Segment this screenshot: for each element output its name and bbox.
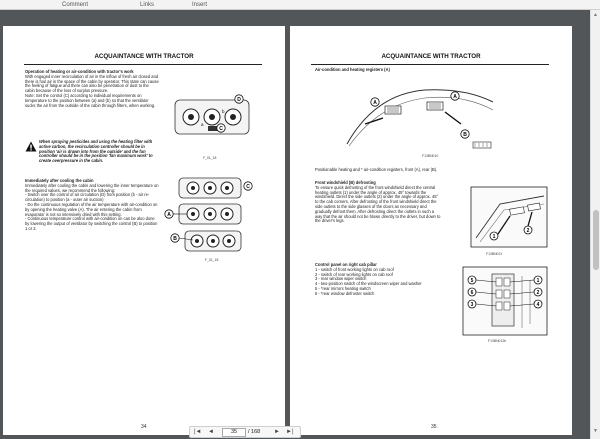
registers-description: Positionable heating and * air-condition registers, front (A), rear (B).: [315, 167, 438, 172]
registers-heading: [315, 68, 515, 73]
bullet-2: - Do the continuous regulation of the air temperature with air-condition on by opening the heating valve (A). The air entering the cabin from evaporator is not so intensively dried with this setting.: [25, 201, 158, 217]
label-2: 2: [526, 227, 530, 234]
panel-item-4: 4 - two-position switch of the windscreen wiper and washer: [315, 281, 422, 287]
figure-control-panel: [462, 266, 548, 336]
page-34: [3, 26, 285, 435]
figure-controls-2: [163, 176, 255, 256]
label-a: A: [167, 211, 171, 218]
label-b: B: [173, 235, 177, 242]
page-number: 35: [431, 424, 437, 430]
title-rule: [311, 64, 549, 65]
scroll-thumb[interactable]: [593, 210, 599, 270]
warning-icon: [25, 141, 37, 152]
next-page-button[interactable]: ►: [274, 429, 280, 435]
label-b: b: [222, 109, 225, 114]
warning-text: [39, 140, 159, 164]
scroll-down-icon[interactable]: ▼: [593, 428, 598, 434]
label-a: A: [373, 99, 377, 106]
label-6: 6: [470, 289, 474, 296]
page-total: / 168: [248, 429, 261, 435]
label-3: 3: [470, 301, 474, 308]
label-2: 2: [536, 289, 540, 296]
section-heading: Air-condition and heating registers (A): [315, 67, 390, 72]
menu-bar: [0, 0, 600, 10]
section-body: To ensure quick defrosting of the front windshield direct the central heating outlets (1) under the angle of approx. 45° towards the windshield. Direct the side outlets (2) under the angle of approx. 45° to the cab corners. After defrosting of the front windshield direct the side outlets to the side glasses of the doors as necessary and gradually defrost them. After defrosting direct the outlets in such a way that the air should not be blown directly to the driver, but down to the driver's legs.: [315, 184, 441, 224]
section-after-cooling: [25, 179, 159, 232]
section-note: Note: Set the control (C) according to individual requirements on temperature to the position between (a) and (b) so that the ventilator sucks the air from the outside of the cabin through filters, when working.: [25, 92, 156, 108]
label-5: 5: [470, 277, 474, 284]
control-panel-caption: F13BN012b: [488, 339, 507, 343]
page-title: ACQUAINTANCE WITH TRACTOR: [381, 53, 481, 60]
first-page-button[interactable]: |◄: [194, 429, 202, 435]
prev-page-button[interactable]: ◄: [208, 429, 214, 435]
defrosting-caption: F13BN011: [486, 252, 502, 256]
label-a: a: [201, 122, 204, 127]
registers-caption: F13BN010: [422, 154, 439, 158]
bullet-1: - Switch over the control of air circulation (D) from position (b - air re-circulation) to position (a - outer air suction): [25, 192, 150, 203]
label-4: 4: [536, 301, 540, 308]
label-c: C: [219, 125, 223, 132]
section-control-panel: [315, 263, 445, 297]
section-body: Immediately after cooling the cabin and lowering the inner temperature on the required values, we recommend the following:: [25, 182, 159, 193]
page-navigation: [189, 426, 301, 438]
page-number: 34: [141, 424, 147, 430]
page-title: ACQUAINTANCE WITH TRACTOR: [94, 53, 194, 60]
figure-registers: [345, 84, 495, 150]
menu-links[interactable]: Links: [140, 2, 155, 8]
section-heading: Immediately after cooling the cabin: [25, 178, 94, 183]
section-heating-operation: [25, 70, 159, 108]
warning-body: When spraying pesticides and using the heating filter with active carbon, the recirculation controller should be in position 'air is drawn into from the outside' and the fan controller should be in the position 'fan maximum work' to create overpressure in the cabin.: [39, 139, 153, 164]
menu-insert[interactable]: Insert: [192, 2, 208, 8]
bullet-3: - Continuous temperature control with air-condition on can be also done by lowering the output of ventilator by switching the control (B) to position 1 or 2.: [25, 216, 158, 231]
label-1: 1: [536, 277, 540, 284]
figure-2-caption: F_01_18: [205, 258, 219, 262]
panel-item-1: 1 - switch of front working lights on cab roof: [315, 266, 394, 272]
menu-comment[interactable]: Comment: [62, 2, 89, 8]
panel-item-2: 2 - switch of rear working lights on cab roof: [315, 271, 393, 277]
document-viewer[interactable]: [0, 10, 600, 439]
figure-1-caption: F_01_18: [203, 156, 217, 160]
panel-item-5: 5 - *rear mirrors heating switch: [315, 285, 371, 291]
label-b: B: [463, 131, 467, 138]
label-d: D: [237, 96, 241, 103]
title-rule: [24, 64, 262, 65]
last-page-button[interactable]: ►|: [286, 429, 294, 435]
section-heading: Operation of heating or air-condition with tractor's work: [25, 69, 134, 74]
page-number-input[interactable]: 35: [222, 428, 246, 437]
section-defrosting: [315, 181, 441, 224]
label-1: 1: [492, 233, 496, 240]
figure-defrosting: [470, 186, 548, 248]
section-heading: Front windshield (B) defrosting: [315, 180, 376, 185]
panel-item-6: 6 - *rear window defroster switch: [315, 290, 375, 296]
page-35: [290, 26, 572, 435]
scroll-up-icon[interactable]: ▲: [593, 12, 598, 18]
vertical-scrollbar[interactable]: [590, 10, 600, 439]
label-c: C: [246, 183, 250, 190]
section-body: With engaged inner recirculation of air in the inflow of fresh air closed and there is foul air in the space of the cabin by operator. This state can cause the feeling of fatigue and there can also be penetration of dust to the cabin because of the loss of surplus pressure.: [25, 73, 159, 94]
label-a2: A: [453, 93, 457, 100]
figure-controls-1: [169, 86, 255, 154]
section-heading: Control panel on right cab pillar: [315, 262, 377, 267]
panel-item-3: 3 - rear window wiper switch: [315, 276, 367, 282]
